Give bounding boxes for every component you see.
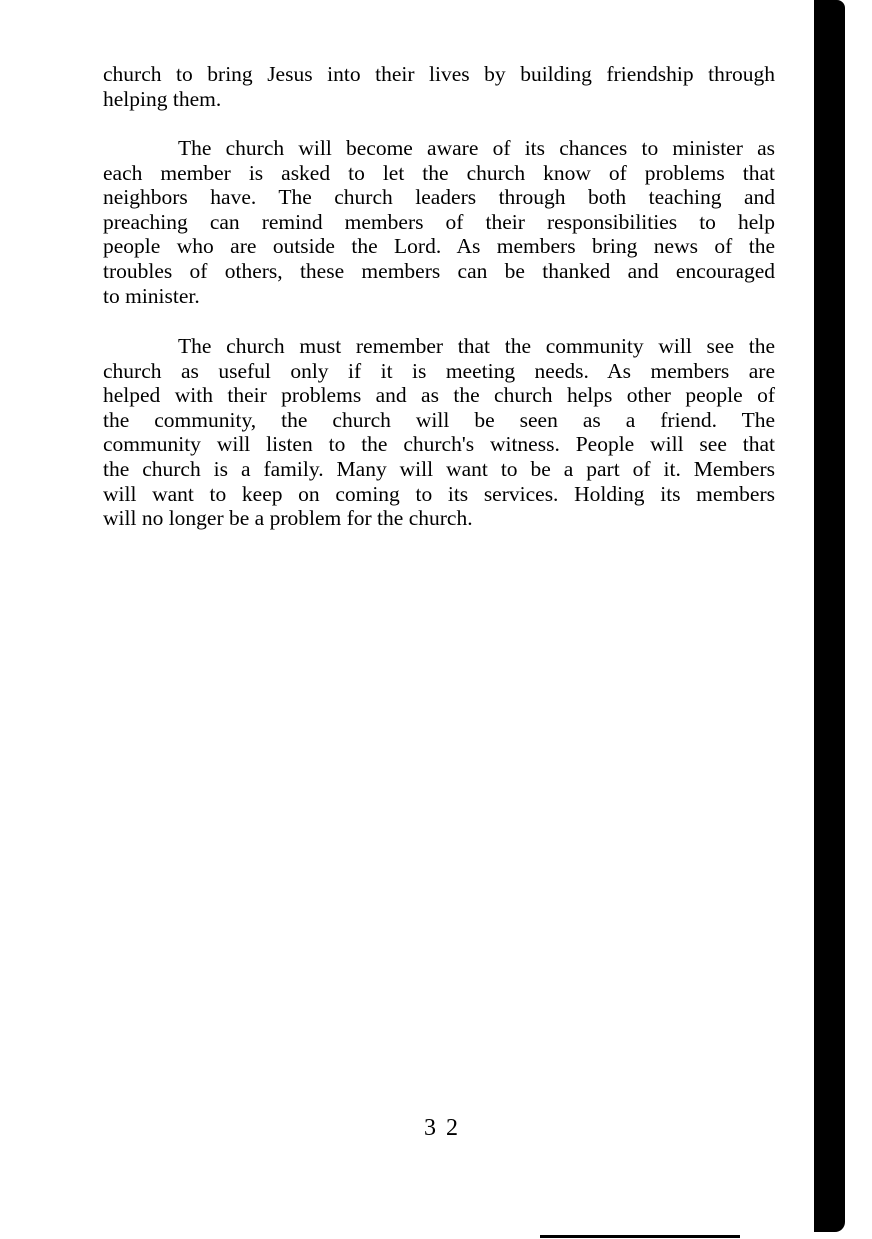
text-line: The church must remember that the community will see the [178,334,775,358]
text-line: the church is a family. Many will want to be a part of it. Members [103,456,775,481]
text-line: preaching can remind members of their responsibilities to help [103,209,775,234]
text-line: community will listen to the church's witness. People will see that [103,432,775,457]
text-line: will want to keep on coming to its services. Holding its members [103,481,775,506]
text-line: people who are outside the Lord. As members bring news of the [103,234,775,259]
text-line: The church will become aware of its chances to minister as [178,136,775,160]
paragraph-3 [103,334,775,531]
text-line: each member is asked to let the church know of problems that [103,160,775,185]
text-line: to minister. [103,283,200,308]
text-line: helping them. [103,86,222,111]
text-line: helped with their problems and as the church helps other people of [103,383,775,408]
text-line: church to bring Jesus into their lives by building friendship through [103,62,775,86]
scan-edge-bar [814,0,845,1232]
text-line: neighbors have. The church leaders through both teaching and [103,185,775,210]
text-line: troubles of others, these members can be thanked and encouraged [103,258,775,283]
paragraph-2 [103,136,775,308]
bottom-rule [540,1235,740,1238]
text-line: will no longer be a problem for the church. [103,506,473,531]
page-number: 3 2 [424,1115,460,1141]
text-line: church as useful only if it is meeting needs. As members are [103,358,775,383]
text-line: the community, the church will be seen as a friend. The [103,407,775,432]
paragraph-1 [103,62,775,111]
